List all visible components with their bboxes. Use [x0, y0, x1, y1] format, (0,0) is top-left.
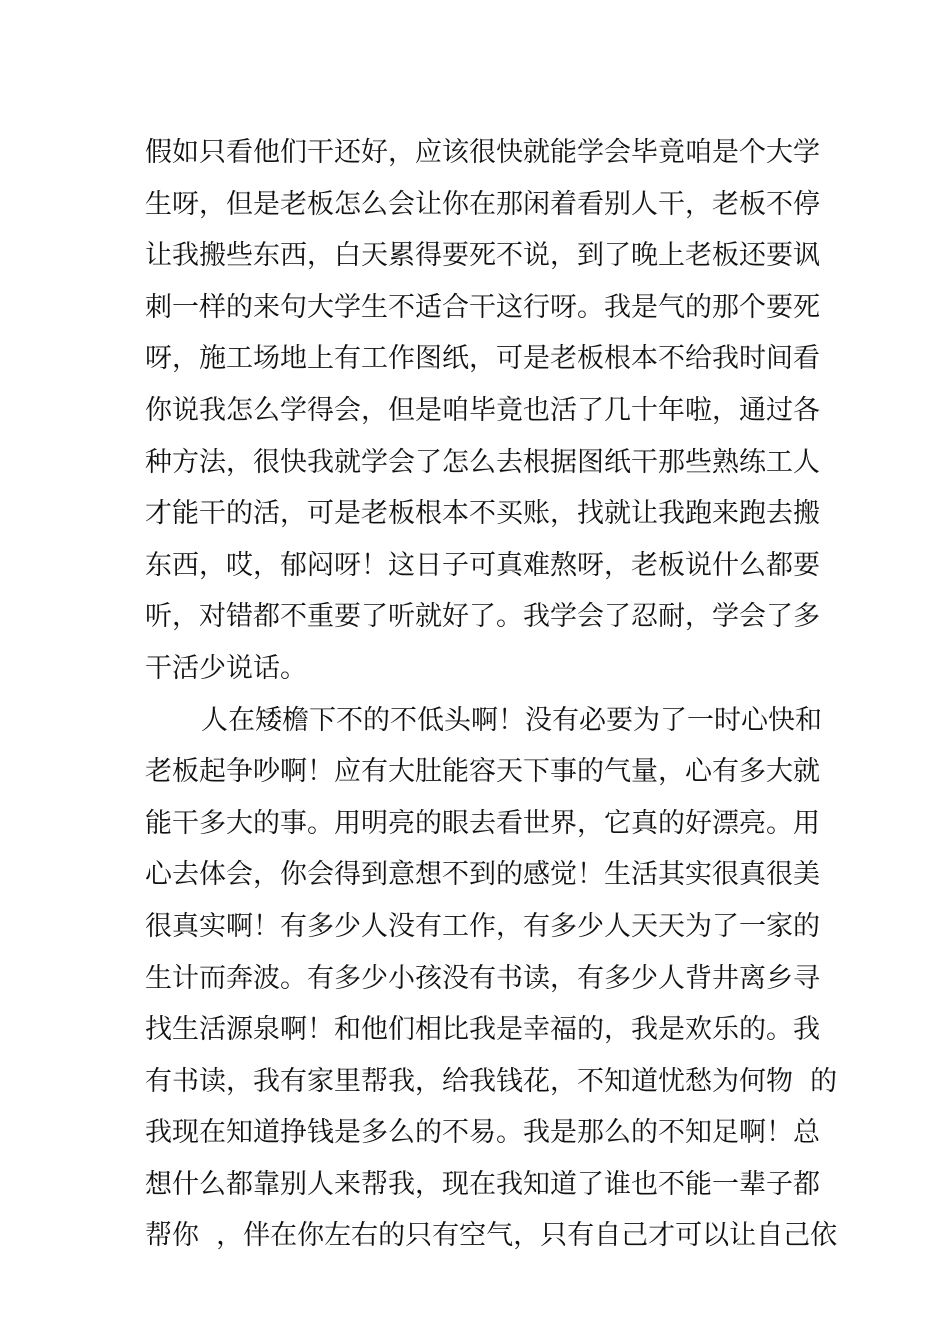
- text-line: 找生活源泉啊！和他们相比我是幸福的，我是欢乐的。我: [145, 1014, 820, 1046]
- text-line: 刺一样的来句大学生不适合干这行呀。我是气的那个要死: [145, 291, 820, 323]
- text-line: 种方法，很快我就学会了怎么去根据图纸干那些熟练工人: [145, 446, 820, 478]
- text-line: 假如只看他们干还好，应该很快就能学会毕竟咱是个大学: [145, 137, 820, 168]
- text-line: 我现在知道挣钱是多么的不易。我是那么的不知足啊！总: [145, 1117, 820, 1149]
- paragraph-2: [145, 695, 838, 1263]
- text-line: 听，对错都不重要了听就好了。我学会了忍耐，学会了多: [145, 601, 820, 633]
- text-line: 心去体会，你会得到意想不到的感觉！生活其实很真很美: [145, 859, 820, 891]
- text-line: 帮你 ，伴在你左右的只有空气，只有自己才可以让自己依: [145, 1220, 838, 1252]
- text-line: 有书读，我有家里帮我，给我钱花，不知道忧愁为何物 的: [145, 1065, 838, 1097]
- text-line: 生呀，但是老板怎么会让你在那闲着看别人干，老板不停: [145, 188, 820, 220]
- text-line: 想什么都靠别人来帮我，现在我知道了谁也不能一辈子都: [145, 1168, 820, 1200]
- body-text: [145, 127, 838, 1262]
- text-line: 东西，哎，郁闷呀！这日子可真难熬呀，老板说什么都要: [145, 549, 820, 581]
- text-line: 干活少说话。: [145, 652, 307, 684]
- text-line: 生计而奔波。有多少小孩没有书读，有多少人背井离乡寻: [145, 962, 820, 994]
- text-line: 你说我怎么学得会，但是咱毕竟也活了几十年啦，通过各: [145, 394, 820, 426]
- text-line: 才能干的活，可是老板根本不买账，找就让我跑来跑去搬: [145, 498, 820, 530]
- text-line: 让我搬些东西，白天累得要死不说，到了晚上老板还要讽: [145, 240, 820, 272]
- text-line: 老板起争吵啊！应有大肚能容天下事的气量，心有多大就: [145, 756, 820, 788]
- text-line: 很真实啊！有多少人没有工作，有多少人天天为了一家的: [145, 910, 820, 942]
- paragraph-1: [145, 127, 820, 695]
- text-line: 人在矮檐下不的不低头啊！没有必要为了一时心快和: [201, 704, 822, 736]
- text-line: 能干多大的事。用明亮的眼去看世界，它真的好漂亮。用: [145, 807, 820, 839]
- text-line: 呀，施工场地上有工作图纸，可是老板根本不给我时间看: [145, 343, 820, 375]
